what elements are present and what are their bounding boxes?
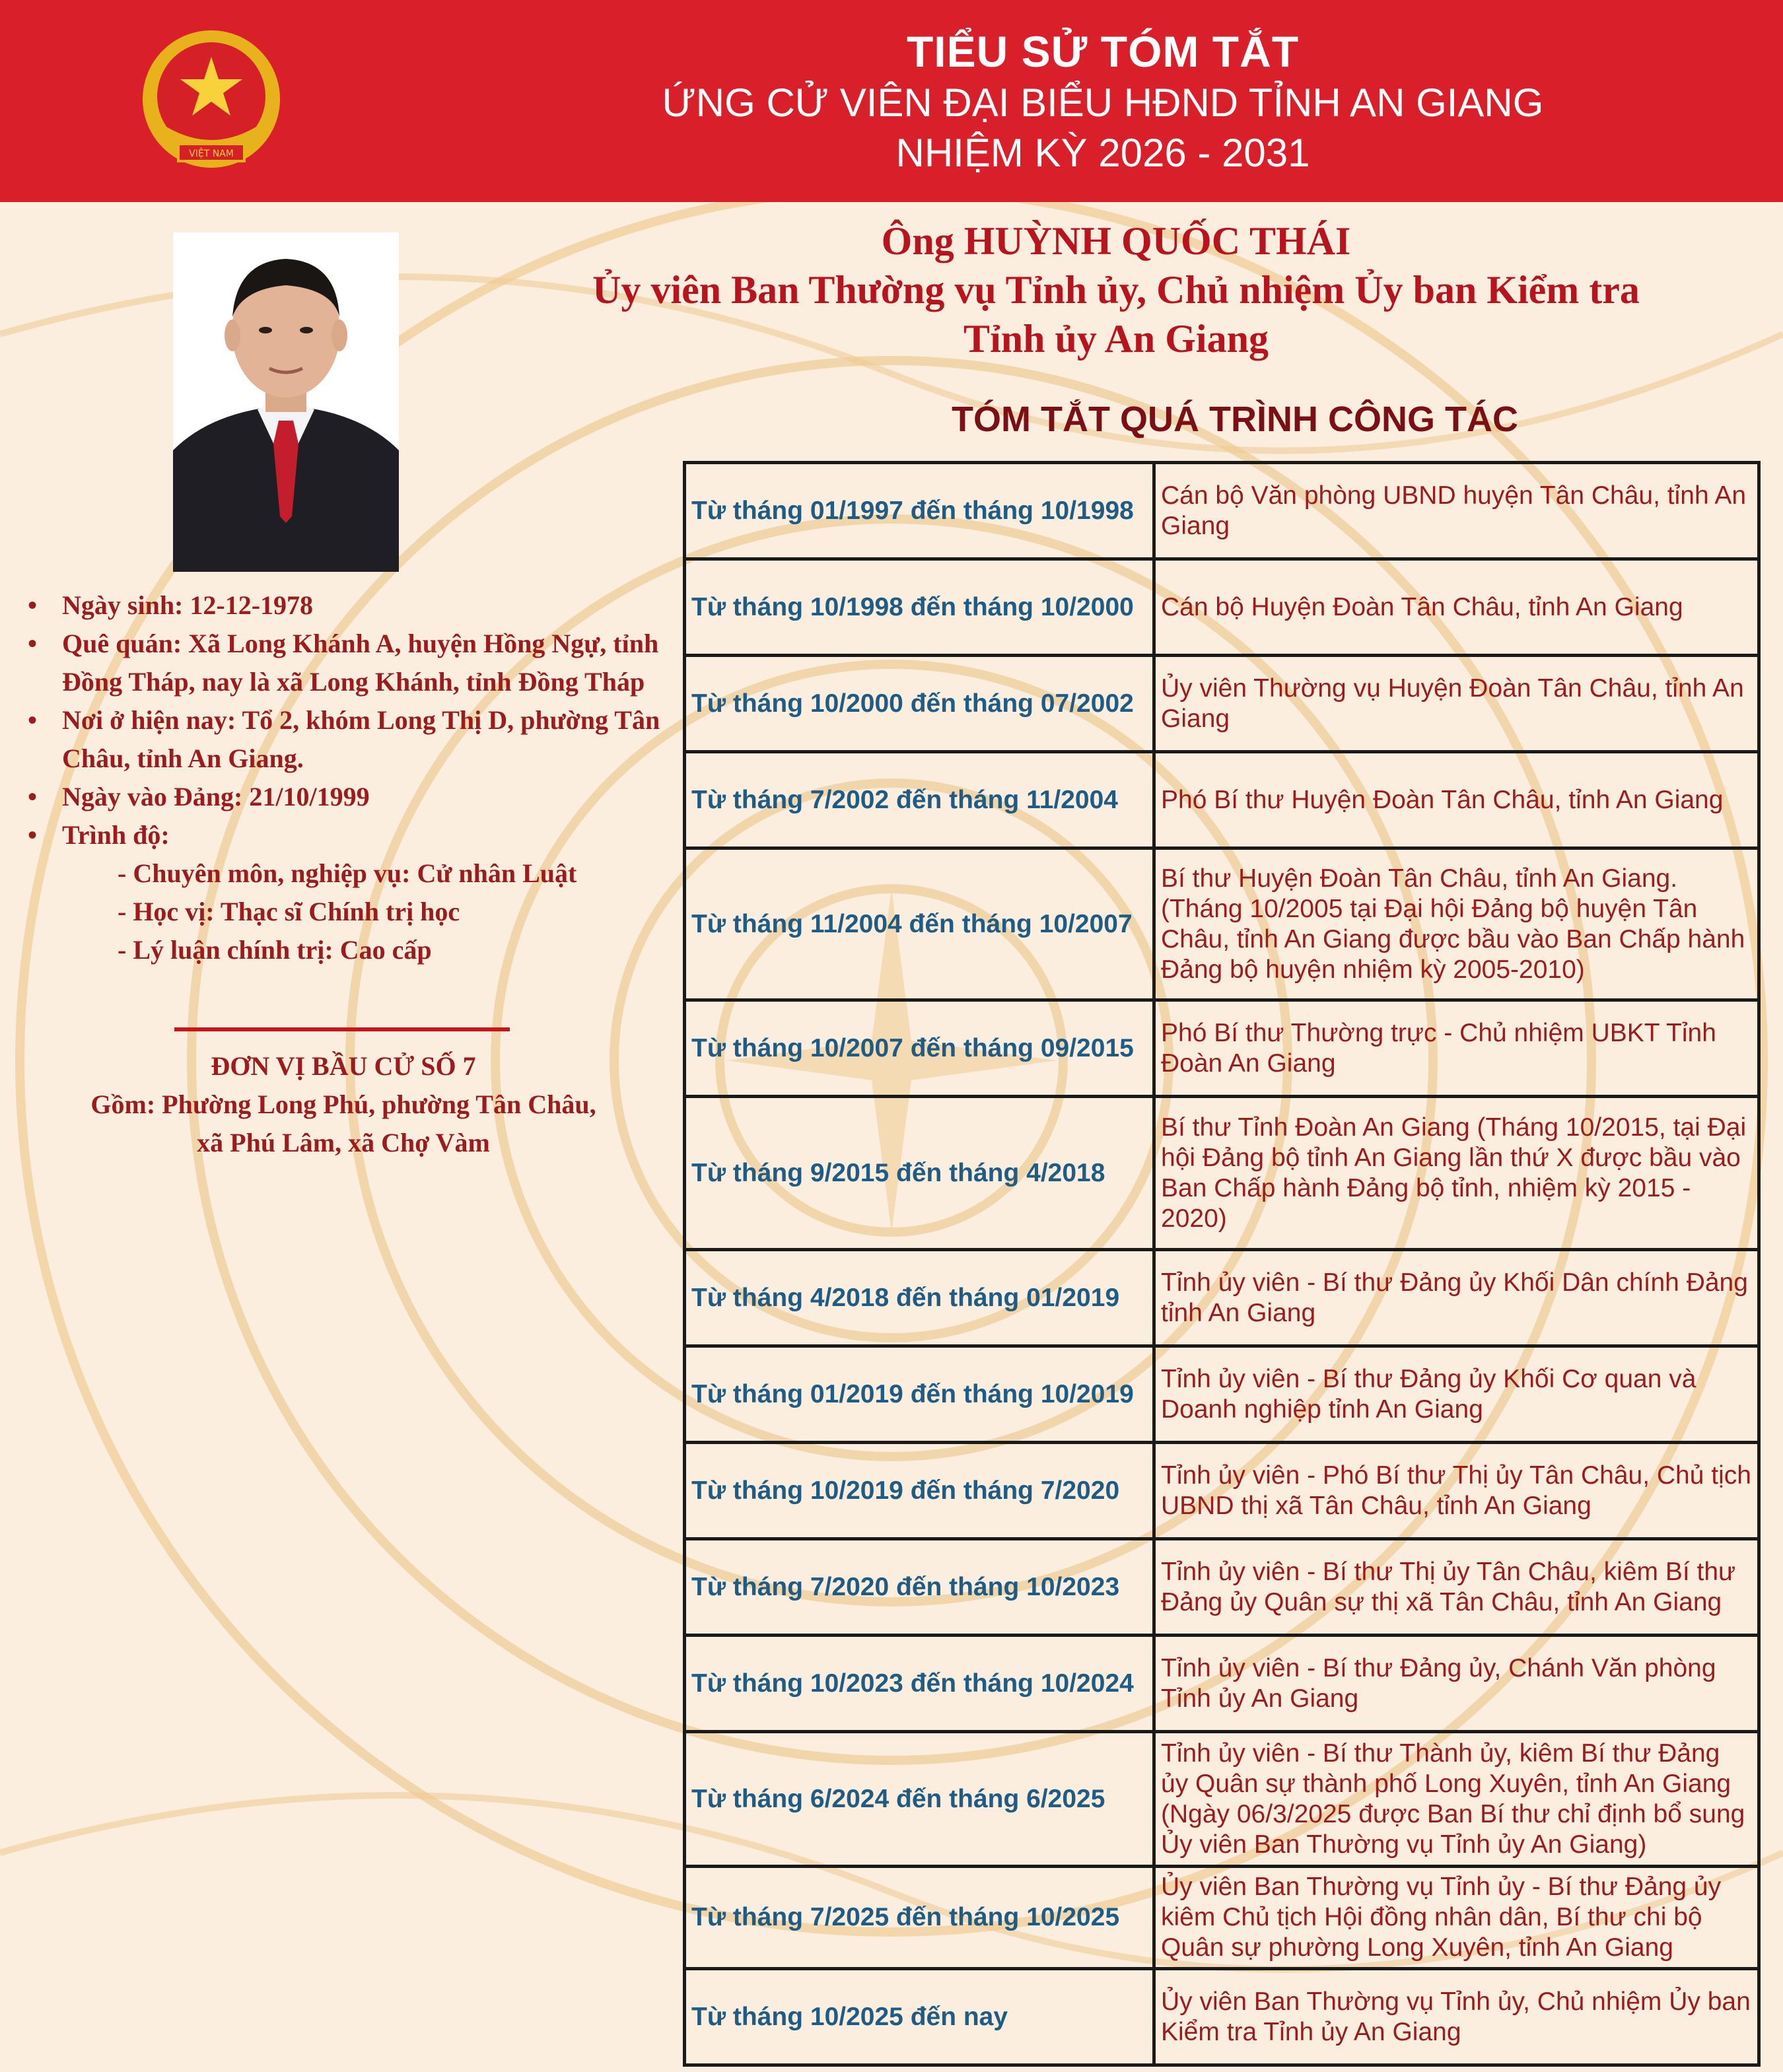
candidate-position-line2: Tỉnh ủy An Giang — [963, 317, 1269, 361]
row-role: Bí thư Tỉnh Đoàn An Giang (Tháng 10/2015, tại Đại hội Đảng bộ tỉnh An Giang lần thứ X được bầu vào Ban Chấp hành Đảng bộ tỉnh, nhiệm kỳ 2015 - 2020) — [1154, 1097, 1759, 1250]
row-role: Bí thư Huyện Đoàn Tân Châu, tỉnh An Giang. (Tháng 10/2005 tại Đại hội Đảng bộ huyện Tân Châu, tỉnh An Giang được bầu vào Ban Chấp hành Đảng bộ huyện nhiệm kỳ 2005-2010) — [1154, 848, 1759, 1000]
timeline-title: TÓM TẮT QUÁ TRÌNH CÔNG TÁC — [952, 399, 1518, 439]
personal-info — [24, 586, 671, 969]
table-row — [685, 1969, 1759, 2065]
electoral-unit — [40, 1047, 647, 1162]
header-subtitle: ỨNG CỬ VIÊN ĐẠI BIỂU HĐND TỈNH AN GIANG — [662, 81, 1544, 125]
row-role: Tỉnh ủy viên - Bí thư Thành ủy, kiêm Bí thư Đảng ủy Quân sự thành phố Long Xuyên, tỉnh An Giang (Ngày 06/3/2025 được Ban Bí thư chỉ định bổ sung Ủy viên Ban Thường vụ Tỉnh ủy An Giang) — [1154, 1732, 1759, 1867]
row-role: Tỉnh ủy viên - Bí thư Đảng ủy Khối Dân chính Đảng tỉnh An Giang — [1154, 1250, 1759, 1346]
header-titles — [502, 25, 1704, 178]
electoral-unit-line2: xã Phú Lâm, xã Chợ Vàm — [197, 1128, 490, 1157]
education-item: - Lý luận chính trị: Cao cấp — [118, 935, 432, 965]
info-education-label: • Trình độ: — [62, 816, 671, 854]
row-period: Từ tháng 10/2023 đến tháng 10/2024 — [685, 1636, 1154, 1732]
row-role: Cán bộ Huyện Đoàn Tân Châu, tỉnh An Giang — [1154, 559, 1759, 656]
table-row — [685, 1443, 1759, 1539]
row-role: Tỉnh ủy viên - Bí thư Đảng ủy, Chánh Văn phòng Tỉnh ủy An Giang — [1154, 1636, 1759, 1732]
table-row — [685, 848, 1759, 1000]
row-role: Ủy viên Ban Thường vụ Tỉnh ủy - Bí thư Đảng ủy kiêm Chủ tịch Hội đồng nhân dân, Bí thư chi bộ Quân sự phường Long Xuyên, tỉnh An Giang — [1154, 1867, 1759, 1969]
row-role: Phó Bí thư Thường trực - Chủ nhiệm UBKT Tỉnh Đoàn An Giang — [1154, 1000, 1759, 1097]
table-row — [685, 752, 1759, 848]
row-period: Từ tháng 10/1998 đến tháng 10/2000 — [685, 559, 1154, 656]
row-period: Từ tháng 01/2019 đến tháng 10/2019 — [685, 1346, 1154, 1443]
section-divider — [174, 1027, 510, 1031]
table-row — [685, 1346, 1759, 1443]
table-row — [685, 1867, 1759, 1969]
candidate-position-line1: Ủy viên Ban Thường vụ Tỉnh ủy, Chủ nhiệm Ủy ban Kiểm tra — [592, 268, 1640, 312]
table-row — [685, 1000, 1759, 1097]
row-period: Từ tháng 7/2020 đến tháng 10/2023 — [685, 1539, 1154, 1636]
row-period: Từ tháng 10/2000 đến tháng 07/2002 — [685, 656, 1154, 752]
row-role: Tỉnh ủy viên - Phó Bí thư Thị ủy Tân Châu, Chủ tịch UBND thị xã Tân Châu, tỉnh An Giang — [1154, 1443, 1759, 1539]
row-period: Từ tháng 10/2025 đến nay — [685, 1969, 1154, 2065]
info-party-date: • Ngày vào Đảng: 21/10/1999 — [62, 778, 671, 816]
row-period: Từ tháng 7/2002 đến tháng 11/2004 — [685, 752, 1154, 848]
row-period: Từ tháng 10/2019 đến tháng 7/2020 — [685, 1443, 1154, 1539]
row-role: Phó Bí thư Huyện Đoàn Tân Châu, tỉnh An Giang — [1154, 752, 1759, 848]
row-period: Từ tháng 7/2025 đến tháng 10/2025 — [685, 1867, 1154, 1969]
svg-text:VIỆT NAM: VIỆT NAM — [189, 149, 234, 159]
header-banner — [0, 0, 1783, 202]
row-period: Từ tháng 01/1997 đến tháng 10/1998 — [685, 463, 1154, 559]
education-item: - Học vị: Thạc sĩ Chính trị học — [118, 897, 460, 926]
row-period: Từ tháng 4/2018 đến tháng 01/2019 — [685, 1250, 1154, 1346]
header-term: NHIỆM KỲ 2026 - 2031 — [895, 131, 1310, 175]
electoral-unit-line1: Gồm: Phường Long Phú, phường Tân Châu, — [90, 1089, 596, 1119]
electoral-unit-title: ĐƠN VỊ BẦU CỬ SỐ 7 — [211, 1051, 476, 1081]
info-residence: • Nơi ở hiện nay: Tổ 2, khóm Long Thị D, phường Tân Châu, tỉnh An Giang. — [62, 701, 671, 778]
row-period: Từ tháng 6/2024 đến tháng 6/2025 — [685, 1732, 1154, 1867]
table-row — [685, 656, 1759, 752]
candidate-heading — [502, 217, 1730, 363]
table-row — [685, 1732, 1759, 1867]
candidate-photo — [173, 232, 399, 572]
table-row — [685, 559, 1759, 656]
row-period: Từ tháng 9/2015 đến tháng 4/2018 — [685, 1097, 1154, 1250]
table-row — [685, 463, 1759, 559]
header-title: TIỂU SỬ TÓM TẮT — [906, 27, 1300, 76]
work-history-table — [683, 461, 1761, 2067]
table-row — [685, 1250, 1759, 1346]
table-row — [685, 1636, 1759, 1732]
info-birth: • Ngày sinh: 12-12-1978 — [62, 586, 671, 625]
row-role: Ủy viên Thường vụ Huyện Đoàn Tân Châu, tỉnh An Giang — [1154, 656, 1759, 752]
national-emblem-icon — [132, 28, 291, 174]
candidate-name: Ông HUỲNH QUỐC THÁI — [881, 219, 1351, 263]
row-period: Từ tháng 10/2007 đến tháng 09/2015 — [685, 1000, 1154, 1097]
education-item: - Chuyên môn, nghiệp vụ: Cử nhân Luật — [118, 858, 577, 888]
row-role: Tỉnh ủy viên - Bí thư Đảng ủy Khối Cơ quan và Doanh nghiệp tỉnh An Giang — [1154, 1346, 1759, 1443]
row-role: Ủy viên Ban Thường vụ Tỉnh ủy, Chủ nhiệm Ủy ban Kiểm tra Tỉnh ủy An Giang — [1154, 1969, 1759, 2065]
row-role: Tỉnh ủy viên - Bí thư Thị ủy Tân Châu, kiêm Bí thư Đảng ủy Quân sự thị xã Tân Châu, tỉnh An Giang — [1154, 1539, 1759, 1636]
table-row — [685, 1097, 1759, 1250]
info-hometown: • Quê quán: Xã Long Khánh A, huyện Hồng Ngự, tỉnh Đồng Tháp, nay là xã Long Khánh, tỉnh Đồng Tháp — [62, 625, 671, 701]
row-role: Cán bộ Văn phòng UBND huyện Tân Châu, tỉnh An Giang — [1154, 463, 1759, 559]
table-row — [685, 1539, 1759, 1636]
row-period: Từ tháng 11/2004 đến tháng 10/2007 — [685, 848, 1154, 1000]
education-list — [24, 854, 671, 969]
